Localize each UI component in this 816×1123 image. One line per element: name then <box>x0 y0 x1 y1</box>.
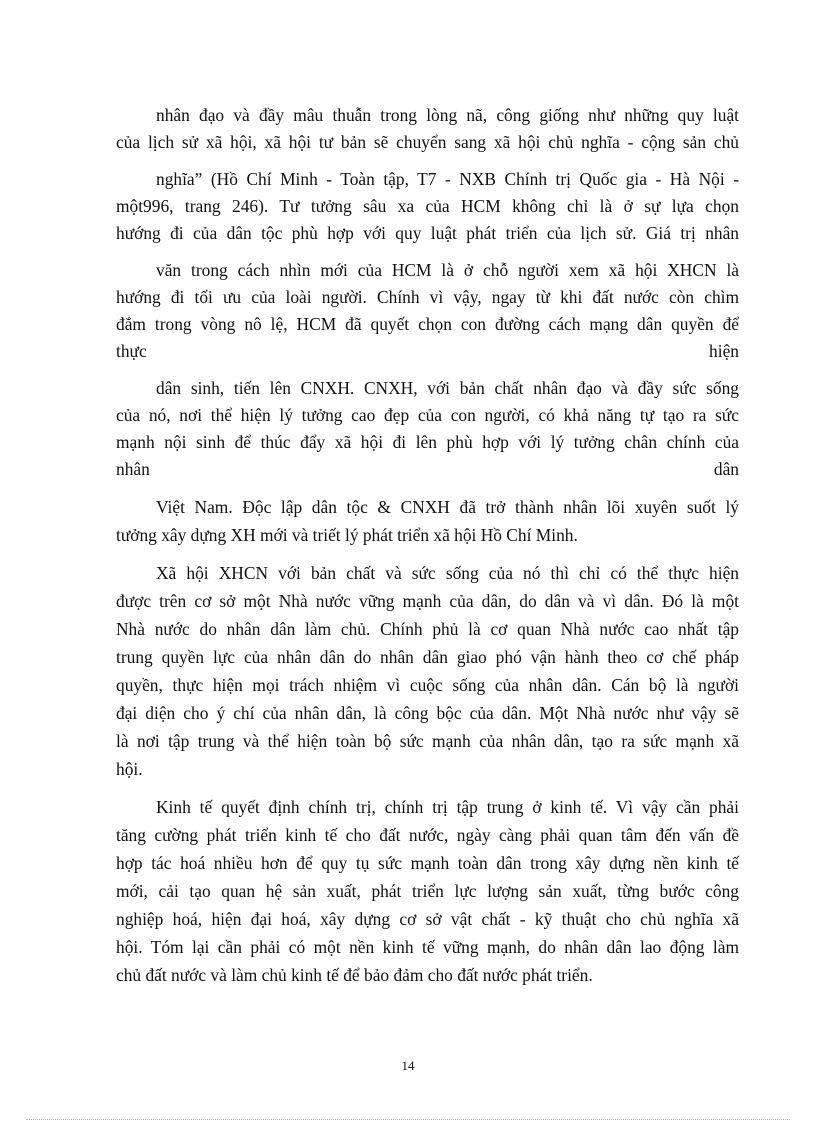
text-line: nhân dân <box>116 459 739 479</box>
page-bottom-divider <box>26 1119 790 1120</box>
text-line: Nhà nước do nhân dân làm chủ. Chính phủ là cơ quan Nhà nước cao nhất tập <box>116 619 739 639</box>
text-line: của lịch sử xã hội, xã hội tư bản sẽ chuyển sang xã hội chủ nghĩa - cộng sản chủ <box>116 132 739 152</box>
text-line: trung quyền lực của nhân dân do nhân dân giao phó vận hành theo cơ chế pháp <box>116 647 739 667</box>
text-line: thực hiện <box>116 341 739 361</box>
text-line: mạnh nội sinh để thúc đẩy xã hội đi lên phù hợp với lý tưởng chân chính của <box>116 432 739 452</box>
text-line: Việt Nam. Độc lập dân tộc & CNXH đã trở thành nhân lõi xuyên suốt lý <box>156 497 739 517</box>
text-line: chủ đất nước và làm chủ kinh tế để bảo đảm cho đất nước phát triển. <box>116 965 593 985</box>
text-line: một996, trang 246). Tư tưởng sâu xa của HCM không chỉ là ở sự lựa chọn <box>116 196 739 216</box>
text-line: tưởng xây dựng XH mới và triết lý phát triển xã hội Hồ Chí Minh. <box>116 525 578 545</box>
text-line: đắm trong vòng nô lệ, HCM đã quyết chọn con đường cách mạng dân quyền để <box>116 314 739 334</box>
text-line: tăng cường phát triển kinh tế cho đất nước, ngày càng phải quan tâm đến vấn đề <box>116 825 739 845</box>
text-line: được trên cơ sở một Nhà nước vững mạnh của dân, do dân và vì dân. Đó là một <box>116 591 739 611</box>
text-line: mới, cải tạo quan hệ sản xuất, phát triển lực lượng sản xuất, từng bước công <box>116 881 739 901</box>
text-line: đại diện cho ý chí của nhân dân, là công bộc của dân. Một Nhà nước như vậy sẽ <box>116 703 739 723</box>
text-line: hướng đi tối ưu của loài người. Chính vì vậy, ngay từ khi đất nước còn chìm <box>116 287 739 307</box>
text-line: Kinh tế quyết định chính trị, chính trị tập trung ở kinh tế. Vì vậy cần phải <box>156 797 739 817</box>
text-line: văn trong cách nhìn mới của HCM là ở chỗ người xem xã hội XHCN là <box>156 260 739 280</box>
text-line: nghĩa” (Hồ Chí Minh - Toàn tập, T7 - NXB Chính trị Quốc gia - Hà Nội - <box>156 169 739 189</box>
text-line: là nơi tập trung và thể hiện toàn bộ sức mạnh của nhân dân, tạo ra sức mạnh xã <box>116 731 739 751</box>
text-line: nghiệp hoá, hiện đại hoá, xây dựng cơ sở vật chất - kỹ thuật cho chủ nghĩa xã <box>116 909 739 929</box>
page-number: 14 <box>401 1058 415 1073</box>
text-line: nhân đạo và đầy mâu thuẫn trong lòng nã, công giống như những quy luật <box>156 105 739 125</box>
text-line: của nó, nơi thể hiện lý tưởng cao đẹp của con người, có khả năng tự tạo ra sức <box>116 405 739 425</box>
text-line: quyền, thực hiện mọi trách nhiệm vì cuộc sống của nhân dân. Cán bộ là người <box>116 675 739 695</box>
text-line: hội. Tóm lại cần phải có một nền kinh tế vững mạnh, do nhân dân lao động làm <box>116 937 739 957</box>
text-line: hướng đi của dân tộc phù hợp với quy luật phát triển của lịch sử. Giá trị nhân <box>116 223 739 243</box>
text-line: hội. <box>116 759 143 779</box>
text-line: dân sinh, tiến lên CNXH. CNXH, với bản chất nhân đạo và đầy sức sống <box>156 378 739 398</box>
text-line: hợp tác hoá nhiều hơn để quy tụ sức mạnh toàn dân trong xây dựng nền kinh tế <box>116 853 739 873</box>
text-line: Xã hội XHCN với bản chất và sức sống của nó thì chỉ có thể thực hiện <box>156 563 739 583</box>
